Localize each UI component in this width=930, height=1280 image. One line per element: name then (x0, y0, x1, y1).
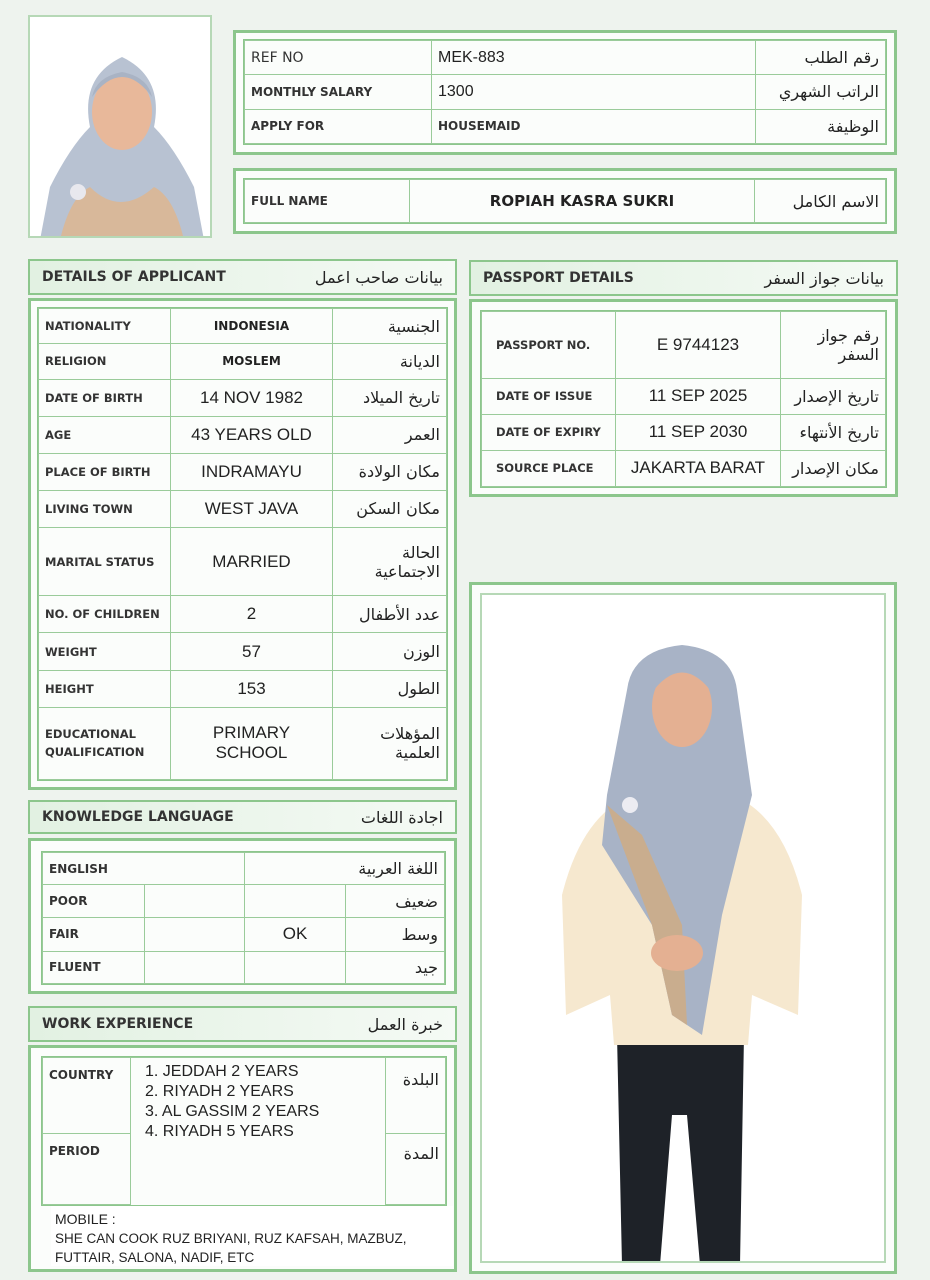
applicant-row-value: MOSLEM (171, 344, 333, 379)
applicant-row-value: PRIMARY SCHOOL (171, 707, 333, 779)
applicant-photo-large (480, 593, 886, 1263)
header-info-box (233, 30, 897, 155)
applicant-row-value: INDONESIA (171, 309, 333, 344)
passport-row-label: DATE OF EXPIRY (482, 414, 616, 450)
applicant-row-label: AGE (39, 416, 171, 453)
applicant-row-label: EDUCATIONAL QUALIFICATION (39, 707, 171, 779)
portrait-photo-icon (30, 17, 212, 238)
passport-row (482, 378, 886, 414)
applicant-row (39, 309, 447, 344)
language-box (28, 838, 457, 994)
apply-for-label: APPLY FOR (245, 109, 432, 143)
passport-row-label: DATE OF ISSUE (482, 378, 616, 414)
passport-row-value: JAKARTA BARAT (616, 450, 781, 486)
english-label: ENGLISH (43, 853, 245, 885)
passport-row-arabic: تاريخ الأنتهاء (781, 414, 886, 450)
applicant-row-label: DATE OF BIRTH (39, 379, 171, 416)
monthly-salary-value: 1300 (432, 75, 756, 109)
applicant-row-label: NO. OF CHILDREN (39, 596, 171, 633)
passport-row-arabic: تاريخ الإصدار (781, 378, 886, 414)
work-section-header (28, 1006, 457, 1042)
ref-no-label: REF NO (245, 41, 432, 75)
applicant-row-arabic: الجنسية (333, 309, 447, 344)
passport-row (482, 414, 886, 450)
language-level-label: POOR (43, 885, 145, 917)
passport-row-value: E 9744123 (616, 312, 781, 379)
language-section-header (28, 800, 457, 834)
applicant-row-arabic: الوزن (333, 633, 447, 670)
applicant-row-value: MARRIED (171, 527, 333, 596)
monthly-salary-arabic: الراتب الشهري (756, 75, 886, 109)
applicant-row-arabic: الحالة الاجتماعية (333, 527, 447, 596)
language-level-row (43, 917, 445, 951)
language-level-arabic-label: ضعيف (346, 885, 445, 917)
work-entry: 2. RIYADH 2 YEARS (145, 1083, 294, 1100)
applicant-photo-small (28, 15, 212, 238)
applicant-row-arabic: العمر (333, 416, 447, 453)
passport-row-label: PASSPORT NO. (482, 312, 616, 379)
passport-details-box (469, 299, 898, 497)
applicant-row-value: 57 (171, 633, 333, 670)
applicant-row-value: 153 (171, 670, 333, 707)
applicant-row (39, 379, 447, 416)
period-label: PERIOD (43, 1134, 131, 1205)
applicant-details-box (28, 298, 457, 790)
passport-section-header (469, 260, 898, 296)
arabic-level-value (245, 951, 346, 983)
applicant-row-label: HEIGHT (39, 670, 171, 707)
passport-row (482, 450, 886, 486)
work-entries-cell (131, 1058, 386, 1205)
full-body-photo-icon (482, 595, 886, 1263)
applicant-row-label: WEIGHT (39, 633, 171, 670)
mobile-notes-block (51, 1206, 453, 1266)
work-section-title: WORK EXPERIENCE (42, 1016, 194, 1032)
applicant-row (39, 416, 447, 453)
applicant-row-arabic: الديانة (333, 344, 447, 379)
applicant-row-label: PLACE OF BIRTH (39, 453, 171, 490)
applicant-row-arabic: مكان السكن (333, 490, 447, 527)
language-section-title: KNOWLEDGE LANGUAGE (42, 809, 234, 825)
arabic-level-value (245, 885, 346, 917)
work-section-title-ar: خبرة العمل (367, 1014, 443, 1034)
applicant-row-arabic: المؤهلات العلمية (333, 707, 447, 779)
applicant-row (39, 707, 447, 779)
language-level-arabic-label: وسط (346, 917, 445, 951)
language-section-title-ar: اجادة اللغات (360, 807, 443, 827)
language-level-row (43, 951, 445, 983)
english-level-value (145, 917, 245, 951)
applicant-row-value: WEST JAVA (171, 490, 333, 527)
applicant-row-arabic: عدد الأطفال (333, 596, 447, 633)
applicant-row-arabic: الطول (333, 670, 447, 707)
applicant-row-value: 43 YEARS OLD (171, 416, 333, 453)
applicant-section-header (28, 259, 457, 295)
english-level-value (145, 885, 245, 917)
full-name-arabic: الاسم الكامل (755, 180, 886, 223)
passport-row (482, 312, 886, 379)
applicant-row (39, 670, 447, 707)
applicant-row (39, 490, 447, 527)
applicant-section-title: DETAILS OF APPLICANT (42, 269, 226, 285)
applicant-row (39, 596, 447, 633)
applicant-row-value: 2 (171, 596, 333, 633)
arabic-language-label: اللغة العربية (245, 853, 445, 885)
ref-no-value: MEK-883 (432, 41, 756, 75)
passport-section-title-ar: بيانات جواز السفر (764, 268, 884, 288)
language-level-label: FLUENT (43, 951, 145, 983)
applicant-row (39, 527, 447, 596)
language-level-label: FAIR (43, 917, 145, 951)
passport-row-arabic: رقم جواز السفر (781, 312, 886, 379)
applicant-row (39, 344, 447, 379)
applicant-row-label: MARITAL STATUS (39, 527, 171, 596)
country-arabic: البلدة (386, 1058, 446, 1134)
work-entry: 3. AL GASSIM 2 YEARS (145, 1103, 320, 1120)
english-level-value (145, 951, 245, 983)
cooking-notes: SHE CAN COOK RUZ BRIYANI, RUZ KAFSAH, MAZBUZ, FUTTAIR, SALONA, NADIF, ETC (55, 1231, 407, 1265)
ref-no-row (245, 41, 886, 75)
full-body-photo-frame (469, 582, 897, 1274)
applicant-row-value: 14 NOV 1982 (171, 379, 333, 416)
apply-for-arabic: الوظيفة (756, 109, 886, 143)
applicant-row-label: RELIGION (39, 344, 171, 379)
work-entries-list (145, 1062, 371, 1142)
passport-section-title: PASSPORT DETAILS (483, 270, 634, 286)
language-level-row (43, 885, 445, 917)
applicant-row-value: INDRAMAYU (171, 453, 333, 490)
applicant-row (39, 453, 447, 490)
work-entry: 4. RIYADH 5 YEARS (145, 1123, 294, 1140)
work-entry: 1. JEDDAH 2 YEARS (145, 1063, 299, 1080)
applicant-row-arabic: مكان الولادة (333, 453, 447, 490)
period-arabic: المدة (386, 1134, 446, 1205)
passport-row-label: SOURCE PLACE (482, 450, 616, 486)
applicant-row (39, 633, 447, 670)
work-experience-box (28, 1045, 457, 1272)
applicant-row-arabic: تاريخ الميلاد (333, 379, 447, 416)
applicant-section-title-ar: بيانات صاحب اعمل (314, 267, 443, 287)
monthly-salary-label: MONTHLY SALARY (245, 75, 432, 109)
mobile-label: MOBILE : (55, 1211, 116, 1227)
applicant-row-label: NATIONALITY (39, 309, 171, 344)
full-name-box (233, 168, 897, 234)
language-level-arabic-label: جيد (346, 951, 445, 983)
passport-row-value: 11 SEP 2030 (616, 414, 781, 450)
apply-for-value: HOUSEMAID (432, 109, 756, 143)
language-header-row (43, 853, 445, 885)
apply-for-row (245, 109, 886, 143)
ref-no-arabic: رقم الطلب (756, 41, 886, 75)
passport-row-arabic: مكان الإصدار (781, 450, 886, 486)
country-label: COUNTRY (43, 1058, 131, 1134)
full-name-value: ROPIAH KASRA SUKRI (410, 180, 755, 223)
arabic-level-value: OK (245, 917, 346, 951)
monthly-salary-row (245, 75, 886, 109)
full-name-label: FULL NAME (245, 180, 410, 223)
applicant-row-label: LIVING TOWN (39, 490, 171, 527)
passport-row-value: 11 SEP 2025 (616, 378, 781, 414)
